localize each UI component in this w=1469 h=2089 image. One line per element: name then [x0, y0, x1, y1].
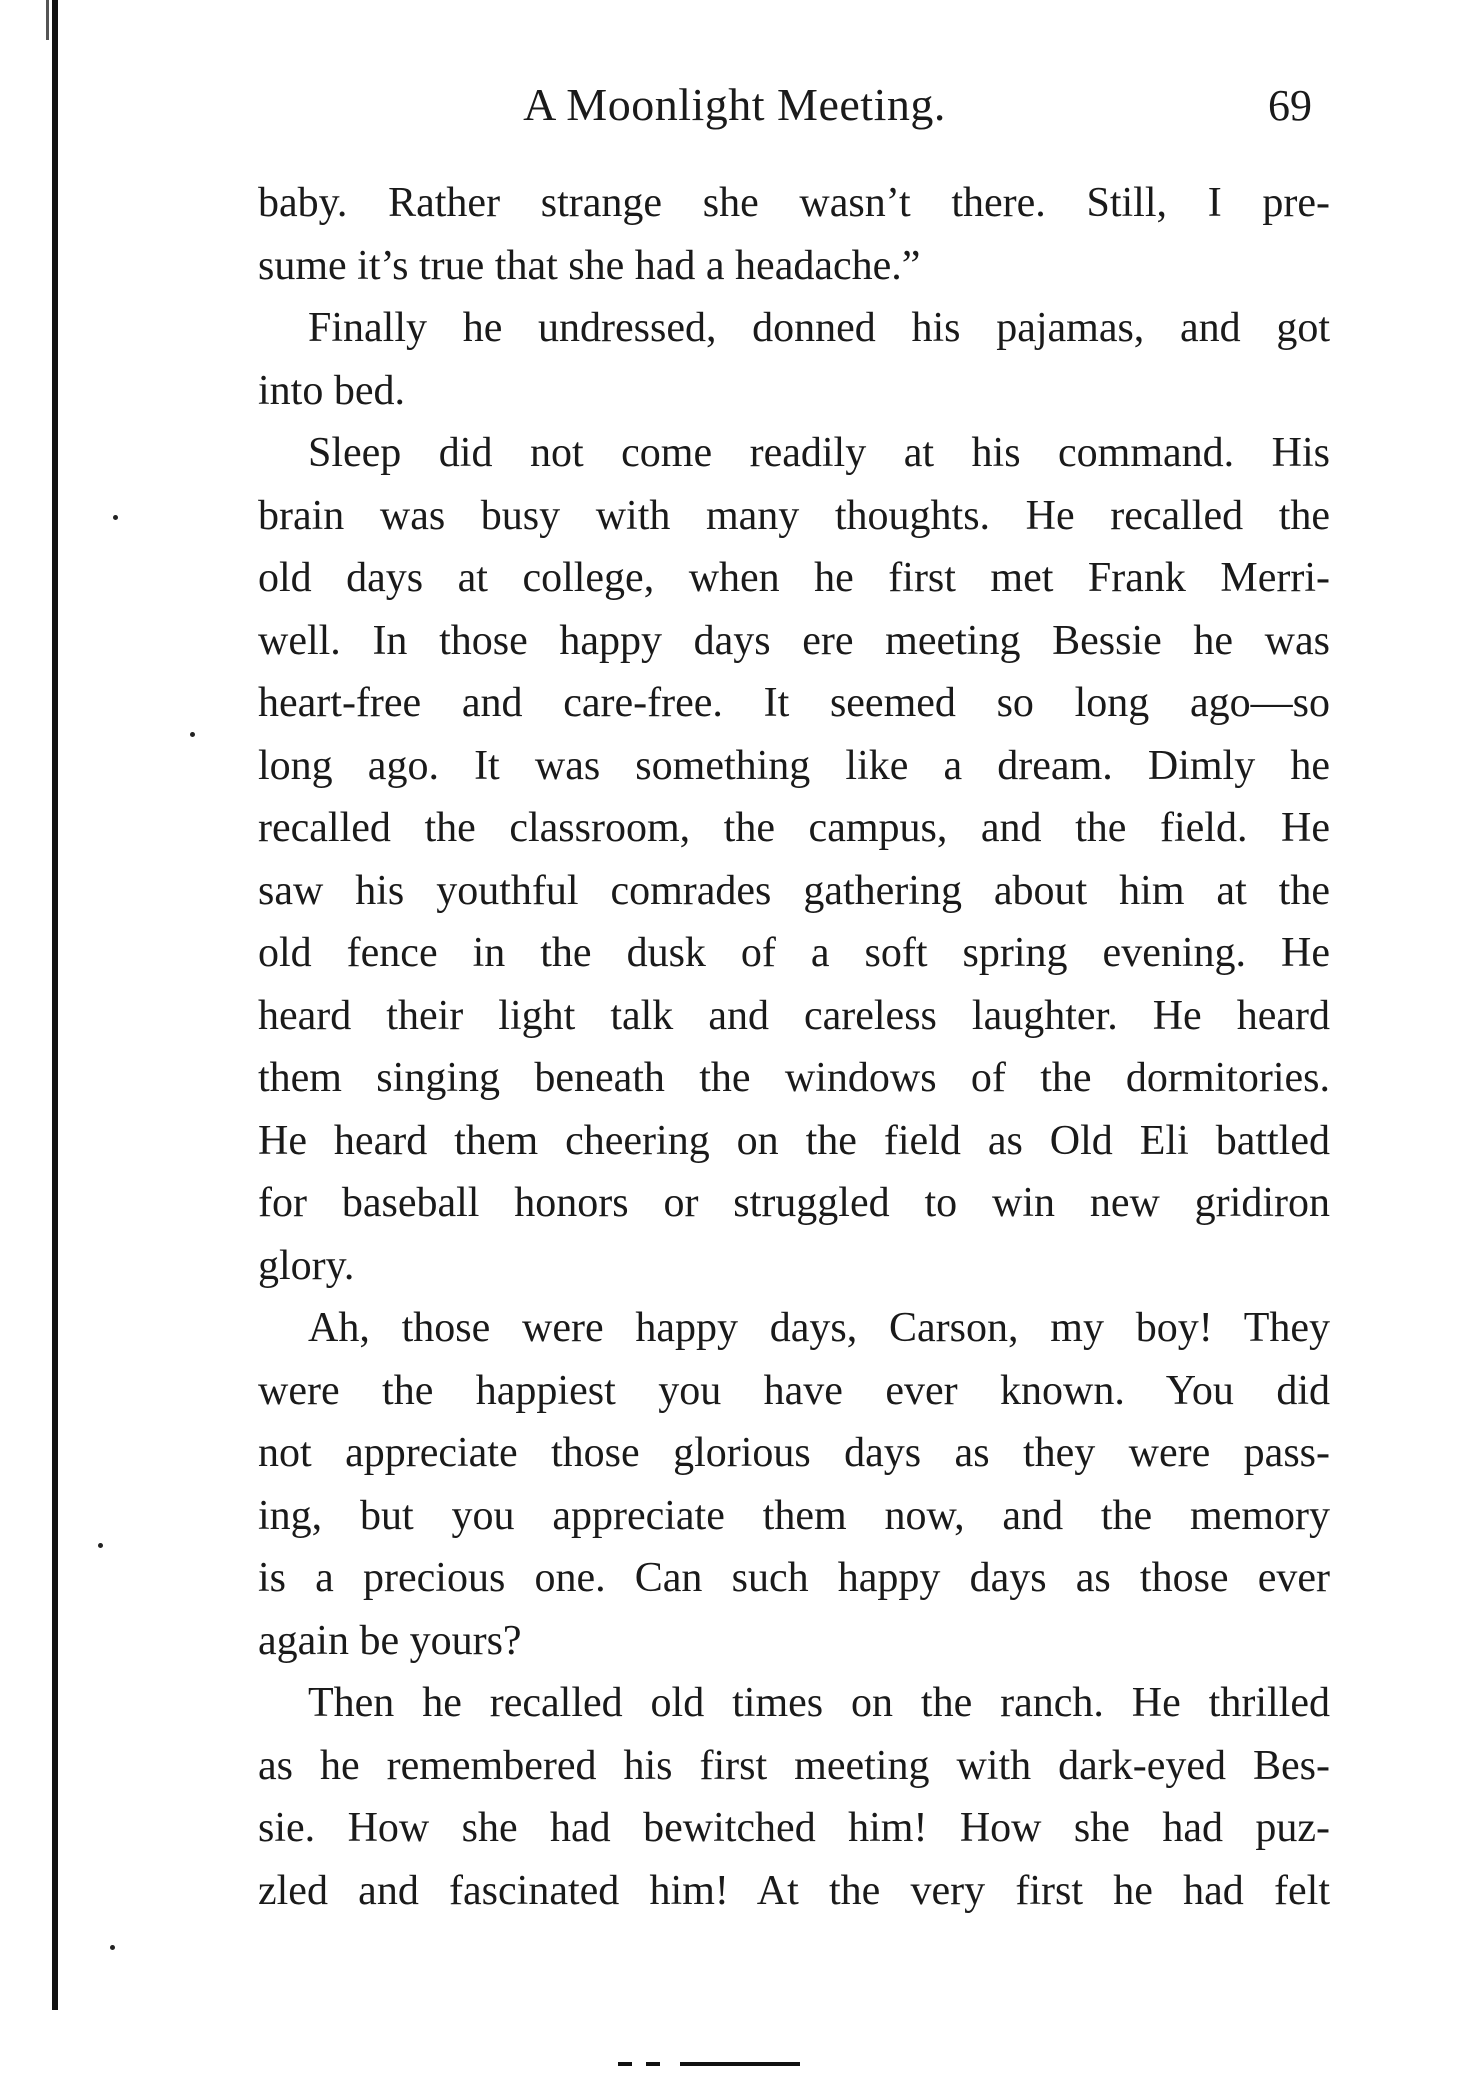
bottom-printer-mark — [618, 2062, 818, 2066]
text-line: ing, but you appreciate them now, and the memory — [258, 1492, 1330, 1539]
page-number: 69 — [1268, 81, 1312, 130]
body-text — [258, 172, 1330, 1922]
text-line: into bed. — [258, 367, 405, 414]
text-line: well. In those happy days ere meeting Bessie he was — [258, 617, 1330, 664]
text-line: old days at college, when he first met Frank Merri- — [258, 555, 1330, 601]
paragraph — [258, 172, 1330, 297]
text-line: as he remembered his first meeting with dark-eyed Bes- — [258, 1742, 1330, 1789]
scan-speck — [110, 1945, 115, 1950]
text-line: Finally he undressed, donned his pajamas, and got — [308, 305, 1330, 351]
text-line: again be yours? — [258, 1617, 522, 1664]
text-line: heart-free and care-free. It seemed so long ago—so — [258, 680, 1330, 726]
text-line: long ago. It was something like a dream. Dimly he — [258, 742, 1330, 789]
binding-edge-line — [52, 0, 58, 2010]
text-line: recalled the classroom, the campus, and the field. He — [258, 805, 1330, 851]
paragraph — [258, 1297, 1330, 1672]
scan-speck — [113, 515, 118, 520]
text-line: is a precious one. Can such happy days as those ever — [258, 1555, 1330, 1601]
text-line: not appreciate those glorious days as they were pass- — [258, 1430, 1330, 1476]
text-line: Then he recalled old times on the ranch. He thrilled — [308, 1680, 1330, 1726]
page-gutter-edge — [46, 0, 49, 40]
text-line: Ah, those were happy days, Carson, my boy! They — [308, 1305, 1330, 1351]
text-line: Sleep did not come readily at his command. His — [308, 430, 1330, 476]
running-head — [0, 78, 1469, 148]
text-line: saw his youthful comrades gathering about him at the — [258, 867, 1330, 914]
text-line: for baseball honors or struggled to win new gridiron — [258, 1180, 1330, 1226]
text-line: He heard them cheering on the field as Old Eli battled — [258, 1117, 1330, 1164]
text-line: baby. Rather strange she wasn’t there. Still, I pre- — [258, 180, 1330, 226]
paragraph — [258, 1672, 1330, 1922]
text-line: were the happiest you have ever known. You did — [258, 1367, 1330, 1414]
text-line: glory. — [258, 1242, 355, 1289]
text-line: zled and fascinated him! At the very first he had felt — [258, 1867, 1330, 1914]
scan-speck — [190, 732, 195, 737]
text-line: sie. How she had bewitched him! How she had puz- — [258, 1805, 1330, 1851]
text-line: them singing beneath the windows of the dormitories. — [258, 1055, 1330, 1101]
chapter-title: A Moonlight Meeting. — [523, 79, 946, 130]
paragraph — [258, 297, 1330, 422]
text-line: brain was busy with many thoughts. He recalled the — [258, 492, 1330, 539]
text-line: heard their light talk and careless laughter. He heard — [258, 992, 1330, 1039]
text-line: old fence in the dusk of a soft spring evening. He — [258, 930, 1330, 976]
scan-speck — [98, 1543, 103, 1548]
text-line: sume it’s true that she had a headache.” — [258, 242, 921, 289]
paragraph — [258, 422, 1330, 1297]
